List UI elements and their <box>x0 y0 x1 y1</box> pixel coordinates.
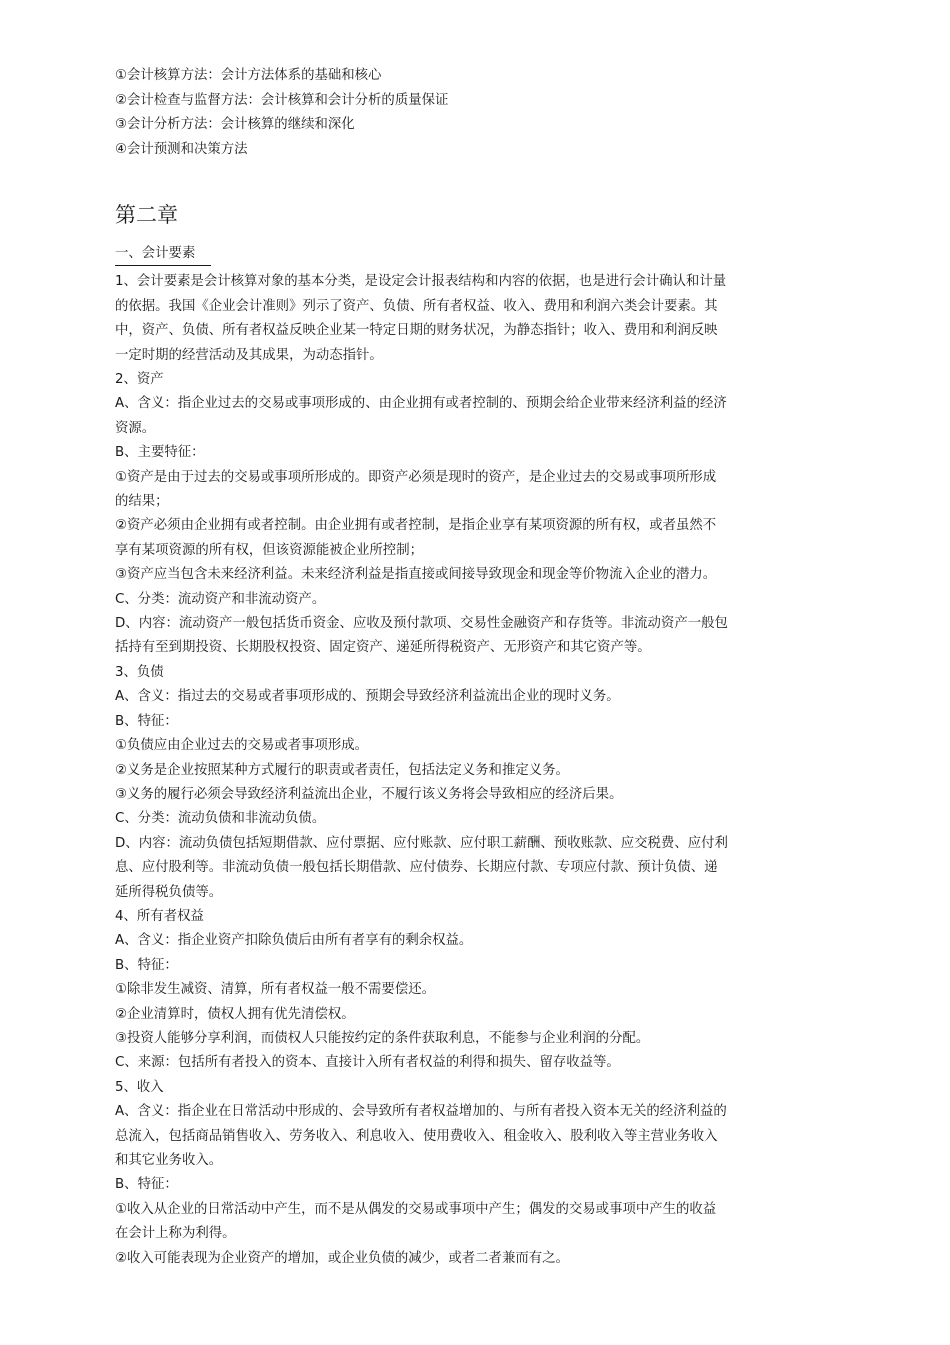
body-line: ①收入从企业的日常活动中产生，而不是从偶发的交易或事项中产生；偶发的交易或事项中产生的收益 <box>115 1201 717 1217</box>
body-line: 总流入，包括商品销售收入、劳务收入、利息收入、使用费收入、租金收入、股利收入等主营业务收入 <box>115 1128 718 1144</box>
body-line: A、含义：指企业在日常活动中形成的、会导致所有者权益增加的、与所有者投入资本无关的经济利益的 <box>115 1104 727 1120</box>
body-line: 1、会计要素是会计核算对象的基本分类，是设定会计报表结构和内容的依据，也是进行会计确认和计量 <box>115 274 727 290</box>
body-line: 一定时期的经营活动及其成果，为动态指针。 <box>115 347 383 363</box>
intro-line: ①会计核算方法：会计方法体系的基础和核心 <box>115 68 382 83</box>
body-line: A、含义：指过去的交易或者事项形成的、预期会导致经济利益流出企业的现时义务。 <box>115 689 620 705</box>
body-line: 5、收入 <box>115 1079 164 1095</box>
body-line: C、分类：流动负债和非流动负债。 <box>115 811 326 827</box>
section-title: 一、会计要素 <box>115 243 211 266</box>
body-line: B、特征： <box>115 1177 178 1193</box>
body-line: 延所得税负债等。 <box>115 884 223 900</box>
body-line: D、内容：流动负债包括短期借款、应付票据、应付账款、应付职工薪酬、预收账款、应交税费、应付利 <box>115 835 728 851</box>
body-line: D、内容：流动资产一般包括货币资金、应收及预付款项、交易性金融资产和存货等。非流动资产一般包 <box>115 616 728 632</box>
body-line: 的依据。我国《企业会计准则》列示了资产、负债、所有者权益、收入、费用和利润六类会计要素。其 <box>115 298 718 314</box>
body-line: B、主要特征： <box>115 445 205 461</box>
body-line: ②义务是企业按照某种方式履行的职责或者责任，包括法定义务和推定义务。 <box>115 762 569 778</box>
body-line: 中，资产、负债、所有者权益反映企业某一特定日期的财务状况，为静态指针；收入、费用和利润反映 <box>115 323 718 339</box>
body-line: C、来源：包括所有者投入的资本、直接计入所有者权益的利得和损失、留存收益等。 <box>115 1055 620 1071</box>
body-line: 和其它业务收入。 <box>115 1153 223 1168</box>
body-line: 3、负债 <box>115 664 164 680</box>
body-line: ③投资人能够分享利润，而债权人只能按约定的条件获取利息，不能参与企业利润的分配。 <box>115 1030 650 1046</box>
body-line: B、特征： <box>115 957 178 973</box>
intro-line: ④会计预测和决策方法 <box>115 141 248 157</box>
body-text <box>115 270 805 1271</box>
intro-line: ②会计检查与监督方法：会计核算和会计分析的质量保证 <box>115 92 449 108</box>
body-line: ③义务的履行必须会导致经济利益流出企业，不履行该义务将会导致相应的经济后果。 <box>115 786 623 802</box>
document-page <box>115 64 805 1271</box>
body-line: ①负债应由企业过去的交易或者事项形成。 <box>115 738 369 754</box>
body-line: A、含义：指企业过去的交易或事项形成的、由企业拥有或者控制的、预期会给企业带来经济利益的经济 <box>115 396 727 412</box>
body-line: ②企业清算时，债权人拥有优先清偿权。 <box>115 1006 355 1022</box>
body-line: 2、资产 <box>115 372 164 387</box>
body-line: ②资产必须由企业拥有或者控制。由企业拥有或者控制，是指企业享有某项资源的所有权，或者虽然不 <box>115 518 717 534</box>
body-line: C、分类：流动资产和非流动资产。 <box>115 591 326 607</box>
body-line: A、含义：指企业资产扣除负债后由所有者享有的剩余权益。 <box>115 933 473 949</box>
body-line: 享有某项资源的所有权，但该资源能被企业所控制； <box>115 542 423 558</box>
section-heading <box>115 242 805 268</box>
body-line: 的结果； <box>115 494 169 510</box>
body-line: 息、应付股利等。非流动负债一般包括长期借款、应付债券、长期应付款、专项应付款、预计负债、递 <box>115 860 718 876</box>
body-line: 在会计上称为利得。 <box>115 1226 236 1242</box>
intro-line: ③会计分析方法：会计核算的继续和深化 <box>115 117 355 133</box>
body-line: 资源。 <box>115 420 156 436</box>
body-line: ③资产应当包含未来经济利益。未来经济利益是指直接或间接导致现金和现金等价物流入企业的潜力。 <box>115 567 717 583</box>
body-line: ①除非发生减资、清算，所有者权益一般不需要偿还。 <box>115 982 435 998</box>
intro-list <box>115 64 805 162</box>
body-line: 4、所有者权益 <box>115 908 204 924</box>
body-line: B、特征： <box>115 713 178 729</box>
chapter-title: 第二章 <box>115 203 178 228</box>
body-line: 括持有至到期投资、长期股权投资、固定资产、递延所得税资产、无形资产和其它资产等。 <box>115 640 651 656</box>
body-line: ①资产是由于过去的交易或事项所形成的。即资产必须是现时的资产，是企业过去的交易或事项所形成 <box>115 469 717 485</box>
body-line: ②收入可能表现为企业资产的增加，或企业负债的减少，或者二者兼而有之。 <box>115 1250 569 1266</box>
